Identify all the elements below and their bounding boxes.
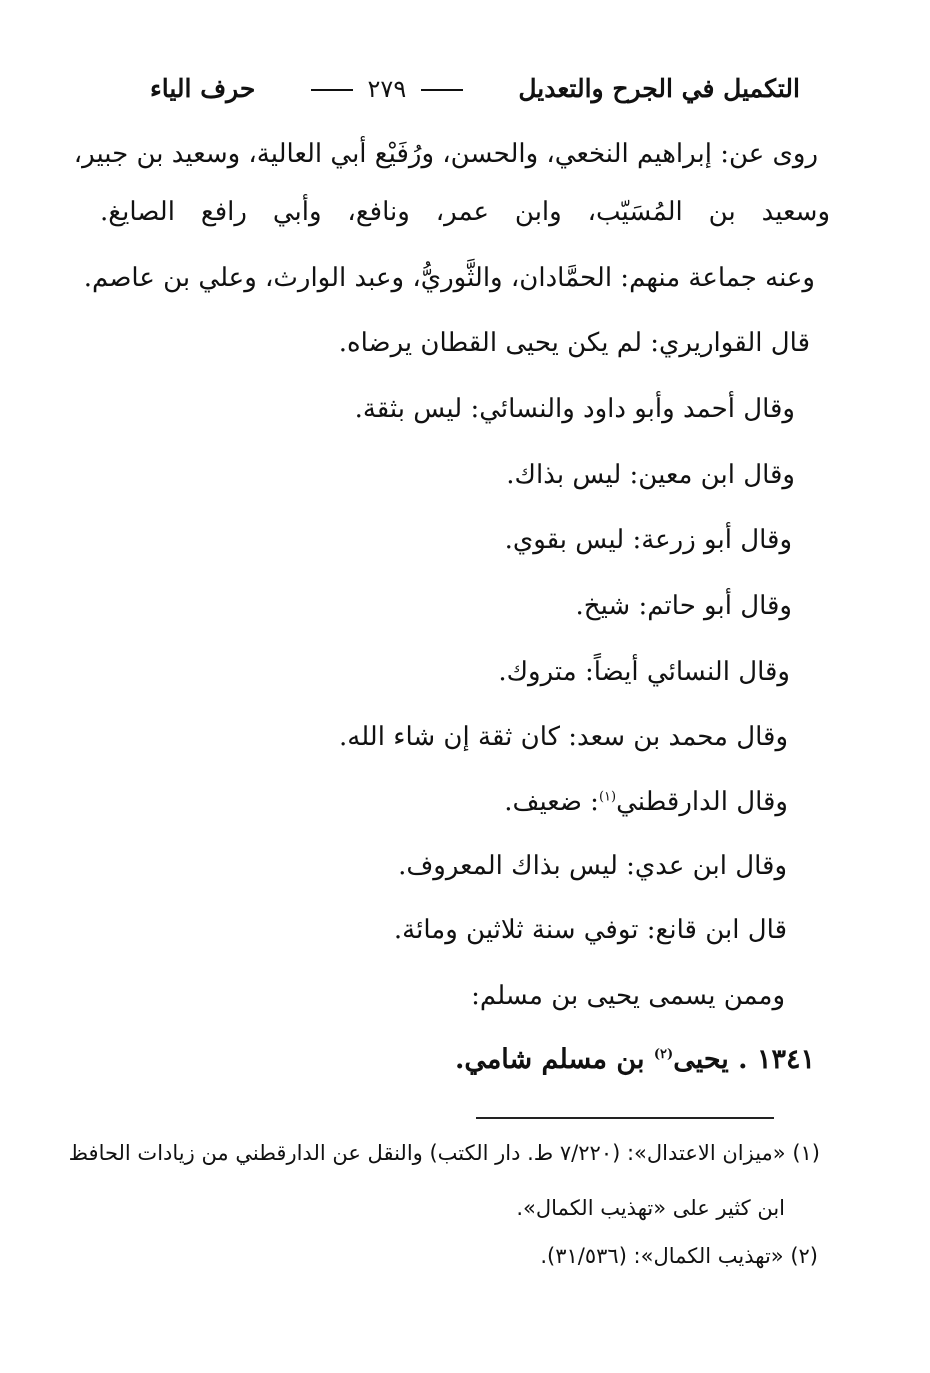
text-line-2: وسعيد بن المُسَيّب، وابن عمر، ونافع، وأبي رافع الصايغ. — [100, 197, 830, 227]
text-line-3: وعنه جماعة منهم: الحمَّادان، والثَّوريُّ، وعبد الوارث، وعلي بن عاصم. — [83, 263, 815, 293]
footnote-2: (٢) «تهذيب الكمال»: (٣١/٥٣٦). — [540, 1244, 818, 1268]
book-title: التكميل في الجرح والتعديل — [518, 73, 800, 103]
text-line-9: وقال النسائي أيضاً: متروك. — [498, 657, 790, 687]
footnote-ref-1: (١) — [598, 789, 617, 805]
text-line-8: وقال أبو حاتم: شيخ. — [575, 591, 792, 621]
header-dash-right — [421, 89, 463, 91]
text-line-11 — [504, 782, 788, 822]
text-line-12: وقال ابن عدي: ليس بذاك المعروف. — [398, 851, 787, 881]
footnote-separator — [476, 1117, 774, 1119]
header-center — [305, 74, 469, 103]
text-line-11-start: وقال الدارقطني — [616, 787, 788, 817]
entry-heading — [455, 1040, 815, 1080]
footnote-ref-2: (٢) — [653, 1047, 674, 1062]
text-line-11-end: : ضعيف. — [504, 787, 599, 817]
running-header — [150, 68, 800, 108]
header-dash-left — [311, 89, 353, 91]
entry-heading-start: ١٣٤١ . يحيى — [673, 1044, 815, 1075]
page-number: ٢٧٩ — [367, 74, 407, 103]
entry-heading-end: بن مسلم شامي. — [454, 1044, 654, 1075]
text-line-14: وممن يسمى يحيى بن مسلم: — [471, 981, 785, 1011]
text-line-10: وقال محمد بن سعد: كان ثقة إن شاء الله. — [339, 722, 788, 752]
section-title: حرف الياء — [150, 73, 256, 103]
text-line-6: وقال ابن معين: ليس بذاك. — [506, 460, 795, 490]
text-line-4: قال القواريري: لم يكن يحيى القطان يرضاه. — [338, 328, 810, 358]
text-line-13: قال ابن قانع: توفي سنة ثلاثين ومائة. — [393, 915, 787, 945]
text-line-7: وقال أبو زرعة: ليس بقوي. — [504, 525, 792, 555]
footnote-1-line-1: (١) «ميزان الاعتدال»: (٧/٢٢٠ ط. دار الكتب) والنقل عن الدارقطني من زيادات الحافظ — [68, 1141, 820, 1165]
footnote-1-line-2: ابن كثير على «تهذيب الكمال». — [516, 1196, 785, 1220]
text-line-5: وقال أحمد وأبو داود والنسائي: ليس بثقة. — [354, 394, 795, 424]
text-line-1: روى عن: إبراهيم النخعي، والحسن، ورُفَيْع أبي العالية، وسعيد بن جبير، — [73, 139, 818, 169]
